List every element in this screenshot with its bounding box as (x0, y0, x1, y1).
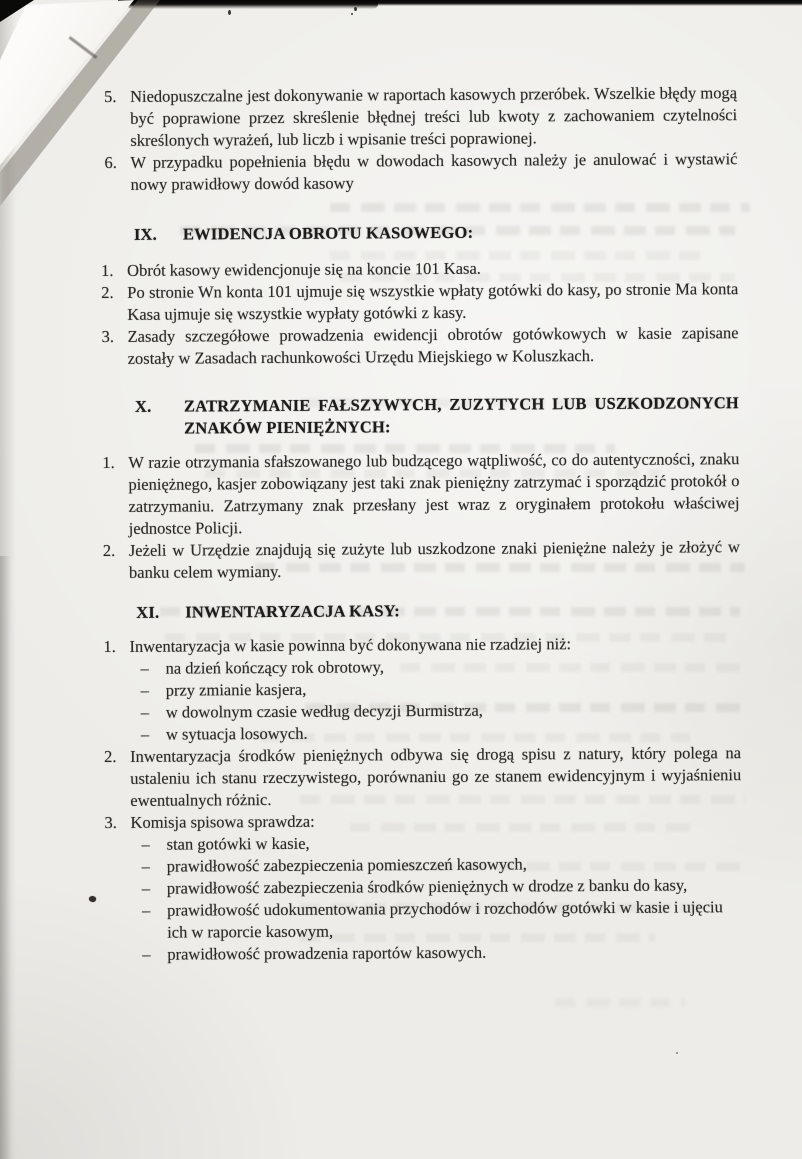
stray-mark (351, 13, 353, 15)
item-text: Obrót kasowy ewidencjonuje się na koncie 101 Kasa. (127, 258, 481, 280)
item-number: 1. (102, 452, 115, 473)
bullet-text: w sytuacja losowych. (165, 723, 308, 744)
section-x-items (102, 448, 740, 584)
dash-marker: – (140, 702, 150, 722)
item-number: 5. (104, 86, 117, 106)
bullet-text: prawidłowość udokumentowania przychodów i rozchodów gotówki w kasie i ujęciu ich w raporcie kasowym, (166, 897, 723, 942)
item-number: 6. (104, 152, 117, 172)
bullet-text: stan gotówki w kasie, (166, 833, 310, 854)
item-text: Jeżeli w Urzędzie znajdują się zużyte lub uszkodzone znaki pieniężne należy je złożyć w banku celem wymiany. (128, 537, 740, 582)
list-item (104, 742, 741, 812)
stray-mark (228, 10, 231, 15)
dash-marker: – (140, 680, 149, 700)
ink-dot (88, 895, 97, 903)
dash-marker: – (141, 856, 151, 876)
item-text: Niedopuszczalne jest dokonywanie w raportach kasowych przeróbek. Wszelkie błędy mogą być poprawione przez skreślenie błędnej treści lub kwoty z zachowaniem czytelności skreślonych wyrażeń, lub liczb i wpisanie treści poprawionej. (130, 83, 738, 150)
dash-marker: – (141, 834, 150, 854)
bullet-item (142, 940, 742, 966)
dash-marker: – (140, 724, 150, 744)
item-text: Komisja spisowa sprawdza: (130, 811, 315, 832)
list-item-5 (104, 82, 737, 152)
scanner-top-edge-thick (128, 0, 378, 9)
bullet-text: przy zmianie kasjera, (165, 679, 307, 700)
stray-mark (354, 7, 357, 11)
bullet-text: na dzień kończący rok obrotowy, (165, 657, 385, 678)
item-text: Inwentaryzacja w kasie powinna być dokonywana nie rzadziej niż: (129, 634, 572, 656)
section-number: XI. (136, 602, 160, 622)
section-number: IX. (133, 224, 158, 244)
item-number: 1. (103, 636, 116, 657)
item-text: Po stronie Wn konta 101 ujmuje się wszystkie wpłaty gotówki do kasy, po stronie Ma konta Kasa ujmuje się wszystkie wypłaty gotówki z kasy. (127, 279, 739, 324)
section-heading-ix (134, 220, 738, 246)
list-item (103, 536, 740, 584)
item-number: 1. (101, 260, 114, 281)
stray-mark (676, 1052, 678, 1054)
list-item (101, 322, 738, 370)
list-item (101, 278, 738, 326)
dash-marker: – (142, 944, 151, 964)
bullet-text: prawidłowość zabezpieczenia środków pieniężnych w drodze z banku do kasy, (166, 875, 688, 898)
item-number: 3. (104, 812, 117, 833)
dash-marker: – (141, 900, 151, 920)
item-number: 2. (101, 282, 114, 303)
bullet-text: w dowolnym czasie według decyzji Burmistrza, (165, 700, 483, 722)
list-item (102, 448, 740, 540)
bleed-through-smudge (555, 998, 685, 1007)
section-title: INWENTARYZACJA KASY: (185, 601, 401, 622)
item-text: W razie otrzymania sfałszowanego lub budzącego wątpliwość, co do autentyczności, znaku pieniężnego, kasjer zobowiązany jest taki znak pieniężny zatrzymać i sporządzić protokół o zatrzymaniu. Zatrzymany znak przesłany jest wraz z oryginałem protokołu właściwej jednostce Policji. (128, 449, 740, 538)
section-number: X. (134, 396, 152, 416)
left-edge-shading-lower (0, 556, 11, 1159)
section-xi-items (103, 632, 742, 966)
section-heading-x (135, 392, 739, 440)
dash-marker: – (140, 658, 149, 678)
section-ix-items (101, 256, 739, 370)
item-number: 2. (104, 746, 117, 767)
item-text: Inwentaryzacja środków pieniężnych odbywa się drogą spisu z natury, który polega na ustaleniu ich stanu rzeczywistego, porównaniu go ze stanem ewidencyjnym i wyjaśnieniu ewentualnych różnic. (130, 743, 742, 810)
item-number: 3. (101, 326, 114, 347)
section-title: EWIDENCJA OBROTU KASOWEGO: (182, 222, 474, 244)
bullet-item (142, 896, 742, 944)
item-text: W przypadku popełnienia błędu w dowodach kasowych należy je anulować i wystawić nowy prawidłowy dowód kasowy (130, 149, 738, 194)
dash-marker: – (141, 878, 151, 898)
item-number: 2. (102, 540, 116, 561)
list-item-6 (104, 148, 737, 196)
section-heading-xi (136, 598, 740, 624)
item-text: Zasady szczegółowe prowadzenia ewidencji obrotów gotówkowych w kasie zapisane zostały w Zasadach rachunkowości Urzędu Miejskiego w Koluszkach. (127, 323, 739, 368)
section-title: ZATRZYMANIE FAŁSZYWYCH, ZUZYTYCH LUB USZKODZONYCH ZNAKÓW PIENIĘŻNYCH: (183, 393, 740, 438)
bullet-text: prawidłowość zabezpieczenia pomieszczeń kasowych, (166, 854, 527, 876)
document-body (101, 82, 742, 966)
bullet-text: prawidłowość prowadzenia raportów kasowych. (167, 942, 487, 964)
